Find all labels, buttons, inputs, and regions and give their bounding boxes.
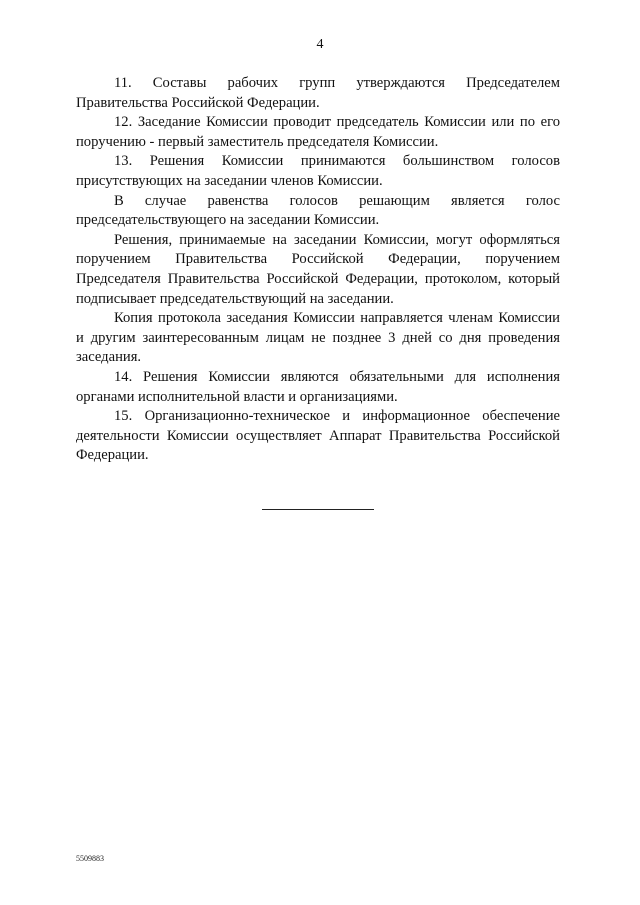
document-code: 5509883 [76,854,104,863]
document-body [76,74,560,466]
paragraph-13: 13. Решения Комиссии принимаются большинством голосов присутствующих на заседании членов Комиссии. [76,153,560,189]
paragraph-11: 11. Составы рабочих групп утверждаются Председателем Правительства Российской Федерации. [76,75,560,111]
paragraph-15: 15. Организационно-техническое и информационное обеспечение деятельности Комиссии осуществляет Аппарат Правительства Российской Федерации. [76,408,560,464]
paragraph-13-decision-format: Решения, принимаемые на заседании Комиссии, могут оформляться поручением Правительства Российской Федерации, поручением Председателя Правительства Российской Федерации, протоколом, который подписывает председательствующий на заседании. [76,231,560,307]
page-number: 4 [316,37,324,52]
paragraph-13-tie-vote: В случае равенства голосов решающим является голос председательствующего на заседании Комиссии. [76,192,560,229]
end-divider [262,509,374,510]
paragraph-13-protocol-copy: Копия протокола заседания Комиссии направляется членам Комиссии и другим заинтересованным лицам не позднее 3 дней со дня проведения заседания. [76,310,560,366]
paragraph-12: 12. Заседание Комиссии проводит председатель Комиссии или по его поручению - первый заместитель председателя Комиссии. [76,114,560,150]
paragraph-14: 14. Решения Комиссии являются обязательными для исполнения органами исполнительной власти и организациями. [76,368,560,405]
